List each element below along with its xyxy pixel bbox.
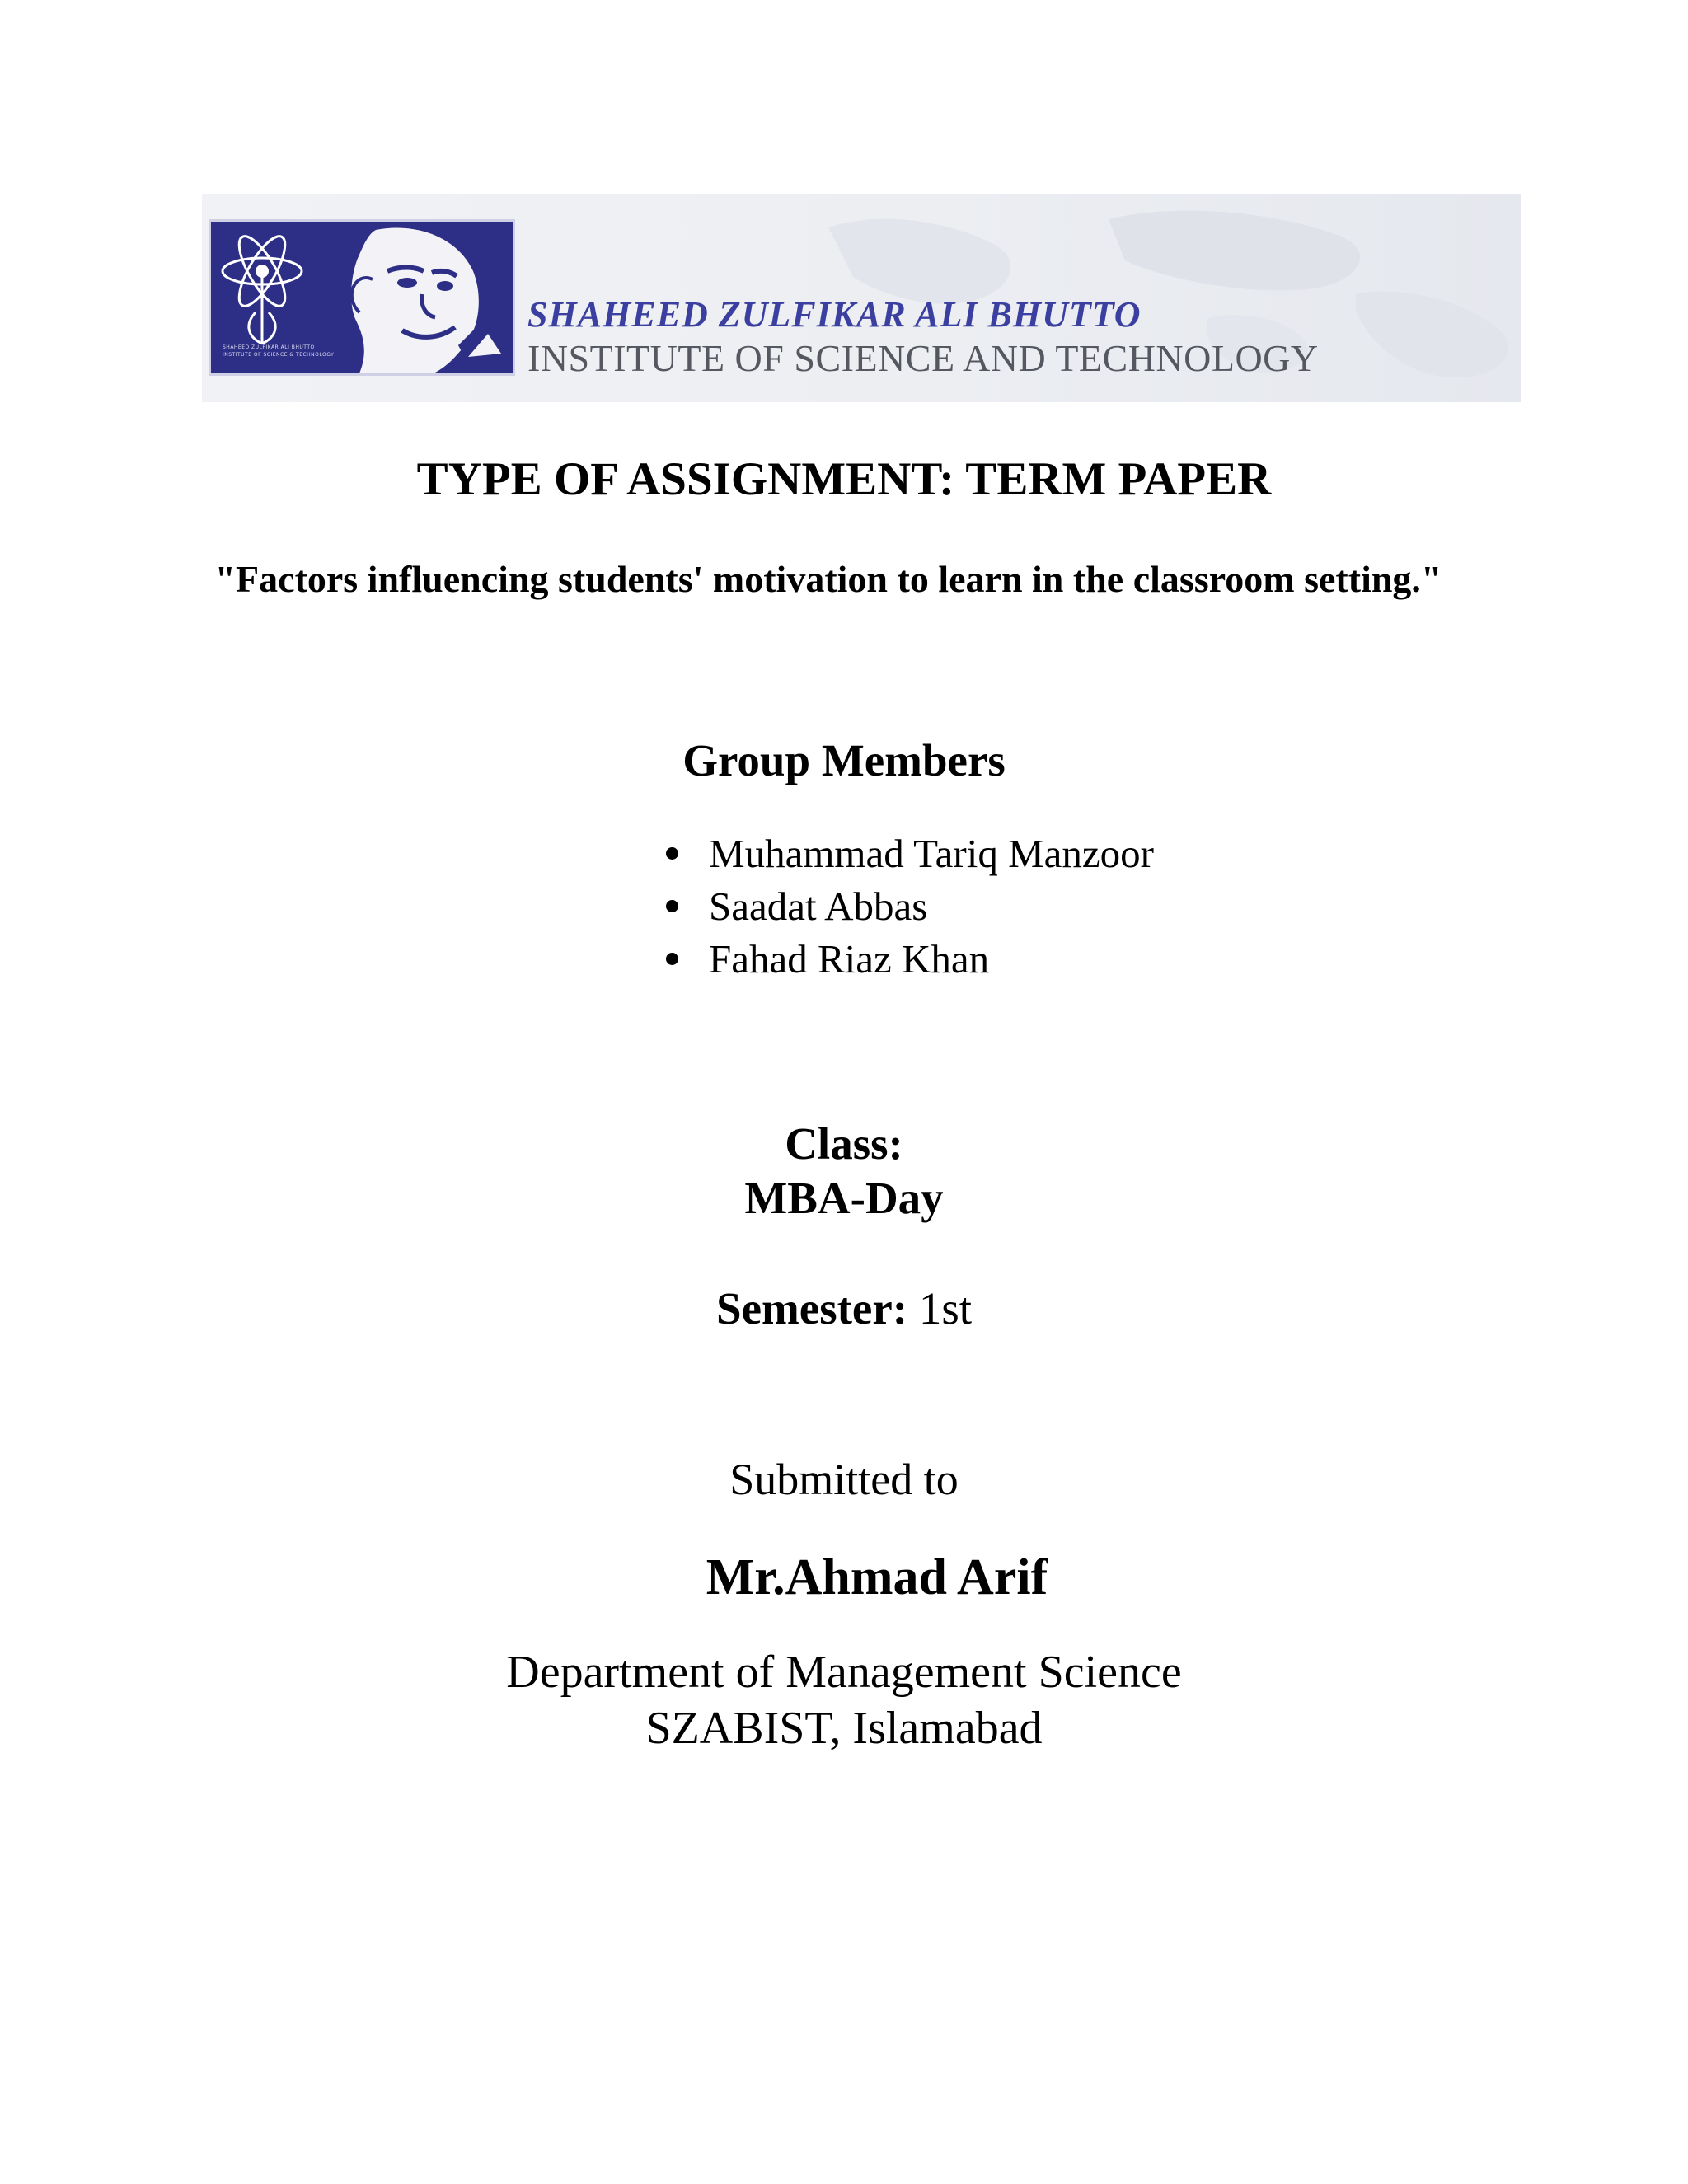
class-label: Class: (785, 1118, 903, 1169)
bullet-icon (666, 900, 678, 912)
list-item (659, 827, 1154, 880)
group-members-list (659, 827, 1154, 986)
list-item (659, 933, 1154, 986)
bullet-icon (666, 953, 678, 965)
semester-label: Semester: (715, 1283, 908, 1333)
member-name: Fahad Riaz Khan (709, 936, 990, 982)
institute-logo (209, 219, 515, 376)
paper-title: "Factors influencing students' motivation to learn in the classroom setting." (214, 558, 1442, 600)
teacher-name: Mr.Ahmad Arif (706, 1549, 1048, 1605)
institute-name: SHAHEED ZULFIKAR ALI BHUTTO (528, 294, 1142, 335)
logo-caption (223, 344, 404, 359)
member-name: Muhammad Tariq Manzoor (709, 831, 1154, 876)
list-item (659, 880, 1154, 933)
class-value: MBA-Day (744, 1173, 944, 1223)
member-name: Saadat Abbas (709, 883, 928, 929)
assignment-type: TYPE OF ASSIGNMENT: TERM PAPER (416, 453, 1272, 505)
institute-banner (202, 194, 1521, 402)
logo-caption-line1: SHAHEED ZULFIKAR ALI BHUTTO (223, 344, 315, 350)
bullet-icon (666, 847, 678, 860)
group-members-heading: Group Members (682, 735, 1006, 785)
institute-subtitle: INSTITUTE OF SCIENCE AND TECHNOLOGY (528, 337, 1319, 379)
department-name: Department of Management Science (506, 1647, 1182, 1698)
semester-value: 1st (918, 1283, 973, 1333)
submitted-to-label: Submitted to (729, 1455, 959, 1504)
university-name: SZABIST, Islamabad (645, 1703, 1043, 1754)
semester-line (0, 1282, 1688, 1336)
logo-caption-line2: INSTITUTE OF SCIENCE & TECHNOLOGY (223, 352, 335, 358)
